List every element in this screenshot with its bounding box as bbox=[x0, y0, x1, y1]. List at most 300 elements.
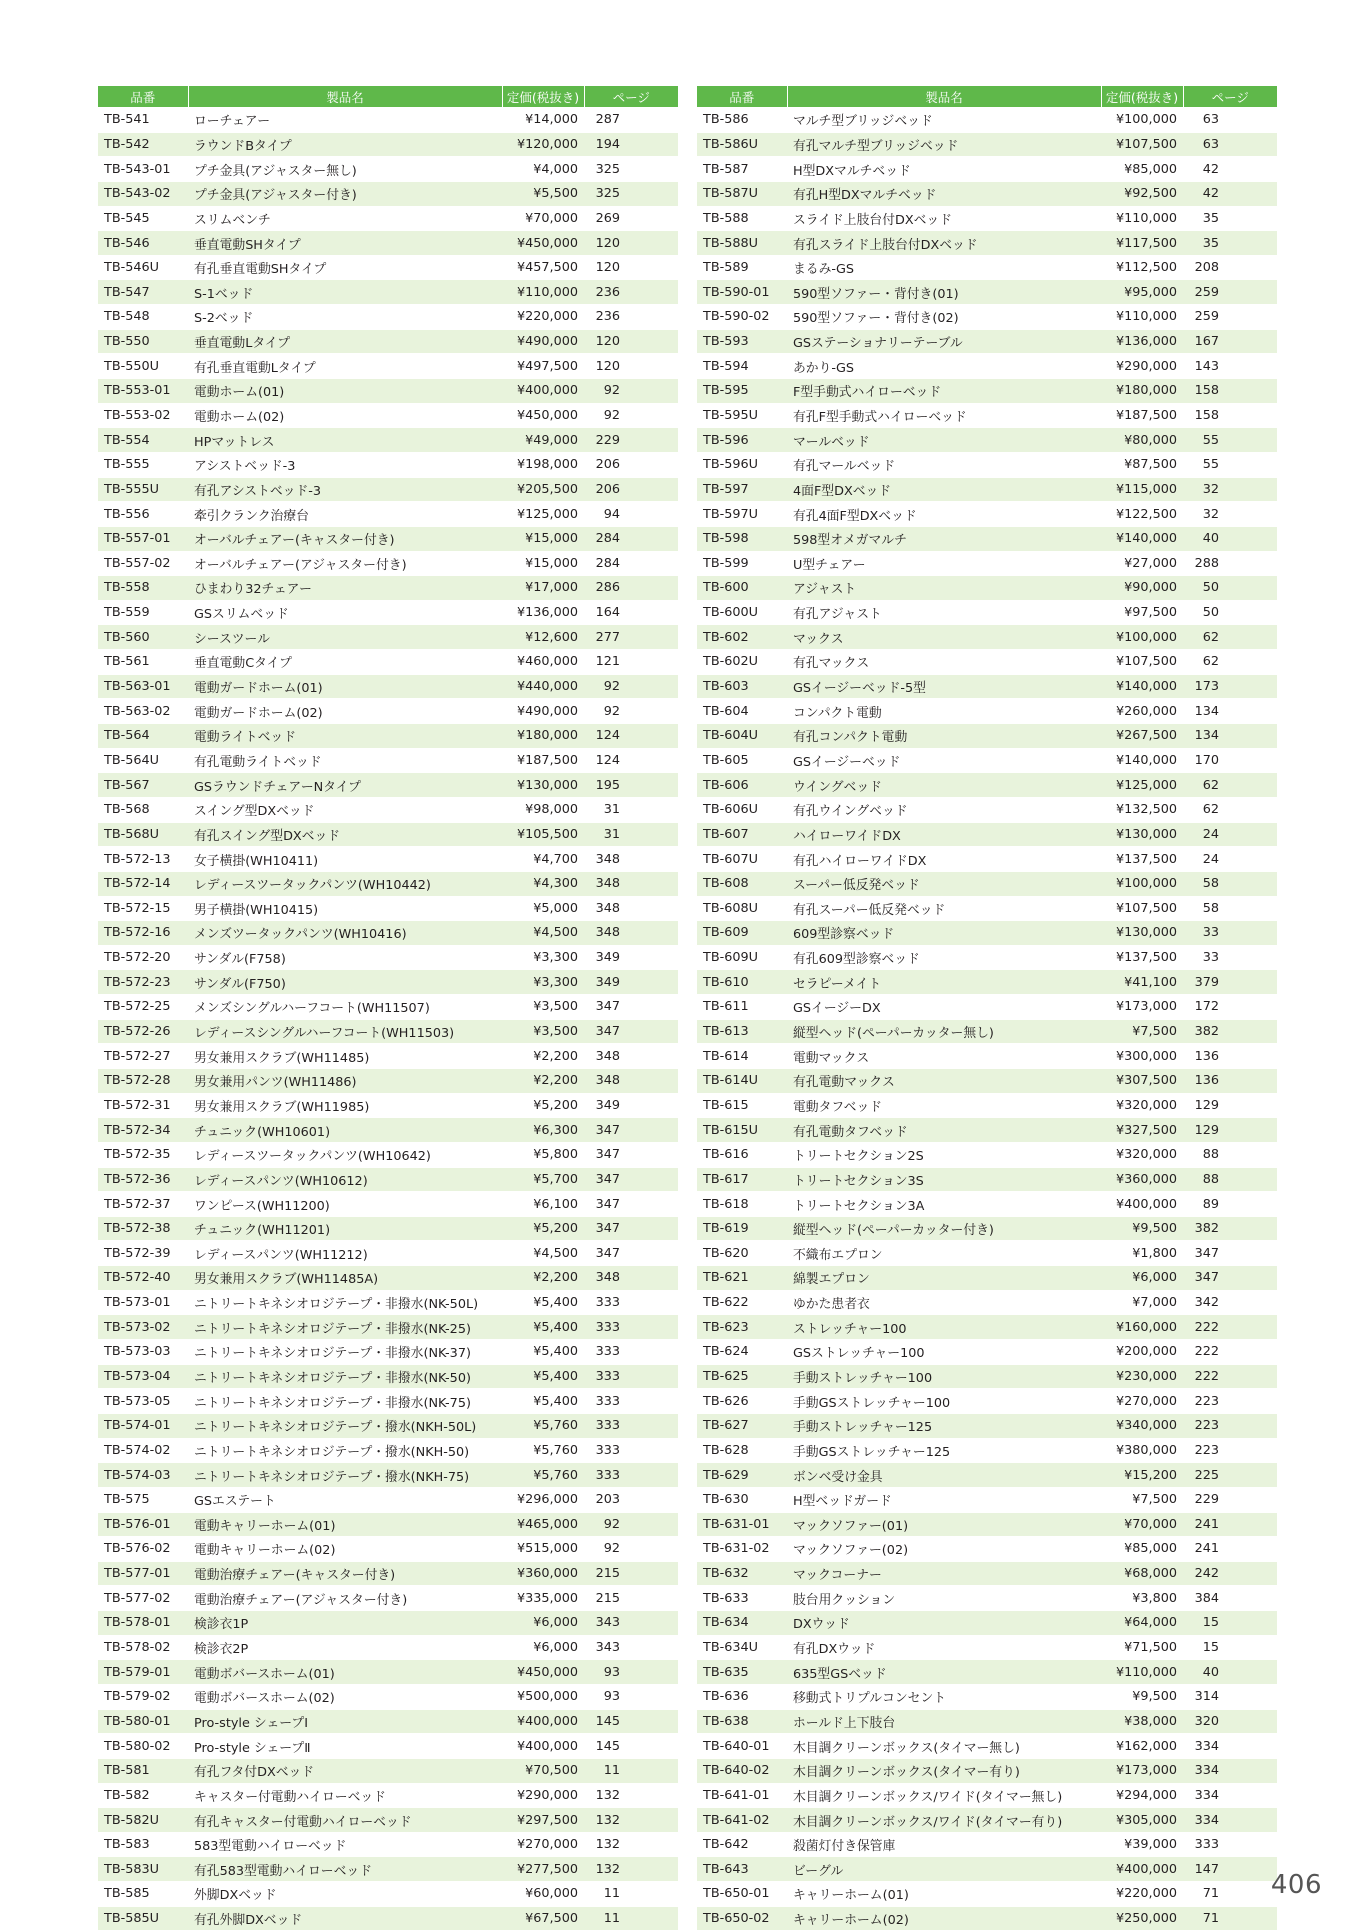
table-row bbox=[697, 1241, 1277, 1266]
table-row bbox=[697, 600, 1277, 625]
price-cell: ¥68,000 bbox=[1101, 1561, 1183, 1586]
code-cell: TB-541 bbox=[98, 108, 188, 133]
table-row bbox=[98, 724, 678, 749]
name-cell: 有孔スライド上肢台付DXベッド bbox=[787, 231, 1101, 256]
table-row bbox=[98, 674, 678, 699]
code-cell: TB-617 bbox=[697, 1167, 787, 1192]
price-cell: ¥294,000 bbox=[1101, 1783, 1183, 1808]
header-code: 品番 bbox=[697, 86, 787, 108]
code-cell: TB-635 bbox=[697, 1660, 787, 1685]
code-cell: TB-557-02 bbox=[98, 551, 188, 576]
table-row bbox=[98, 822, 678, 847]
price-cell: ¥122,500 bbox=[1101, 502, 1183, 527]
name-cell: 609型診察ベッド bbox=[787, 921, 1101, 946]
price-cell: ¥112,500 bbox=[1101, 255, 1183, 280]
code-cell: TB-589 bbox=[697, 255, 787, 280]
price-cell: ¥340,000 bbox=[1101, 1413, 1183, 1438]
name-cell: 有孔583型電動ハイローベッド bbox=[188, 1857, 502, 1882]
code-cell: TB-590-01 bbox=[697, 280, 787, 305]
price-cell: ¥180,000 bbox=[502, 724, 584, 749]
price-cell: ¥267,500 bbox=[1101, 724, 1183, 749]
code-cell: TB-609U bbox=[697, 945, 787, 970]
name-cell: 電動治療チェアー(アジャスター付き) bbox=[188, 1586, 502, 1611]
page-cell: 347 bbox=[1183, 1241, 1277, 1266]
page-cell: 129 bbox=[1183, 1118, 1277, 1143]
table-row bbox=[98, 1857, 678, 1882]
table-row bbox=[98, 526, 678, 551]
table-row bbox=[697, 1758, 1277, 1783]
page-cell: 347 bbox=[584, 995, 678, 1020]
table-row bbox=[697, 1192, 1277, 1217]
name-cell: GSイージーベッド-5型 bbox=[787, 674, 1101, 699]
name-cell: H型ベッドガード bbox=[787, 1487, 1101, 1512]
page-cell: 333 bbox=[584, 1340, 678, 1365]
price-cell: ¥5,800 bbox=[502, 1142, 584, 1167]
page-cell: 333 bbox=[584, 1389, 678, 1414]
price-cell: ¥98,000 bbox=[502, 797, 584, 822]
code-cell: TB-631-02 bbox=[697, 1537, 787, 1562]
page-cell: 167 bbox=[1183, 329, 1277, 354]
table-row bbox=[98, 231, 678, 256]
name-cell: ニトリートキネシオロジテープ・非撥水(NK-37) bbox=[188, 1340, 502, 1365]
price-cell: ¥12,600 bbox=[502, 625, 584, 650]
name-cell: 有孔スーパー低反発ベッド bbox=[787, 896, 1101, 921]
code-cell: TB-542 bbox=[98, 132, 188, 157]
page-cell: 62 bbox=[1183, 797, 1277, 822]
price-cell: ¥4,300 bbox=[502, 871, 584, 896]
name-cell: 牽引クランク治療台 bbox=[188, 502, 502, 527]
page-cell: 222 bbox=[1183, 1364, 1277, 1389]
page-cell: 333 bbox=[1183, 1832, 1277, 1857]
code-cell: TB-573-01 bbox=[98, 1290, 188, 1315]
page-cell: 259 bbox=[1183, 305, 1277, 330]
code-cell: TB-626 bbox=[697, 1389, 787, 1414]
name-cell: 垂直電動Lタイプ bbox=[188, 329, 502, 354]
code-cell: TB-627 bbox=[697, 1413, 787, 1438]
price-cell: ¥140,000 bbox=[1101, 748, 1183, 773]
name-cell: ローチェアー bbox=[188, 108, 502, 133]
page-cell: 348 bbox=[584, 847, 678, 872]
page-cell: 136 bbox=[1183, 1044, 1277, 1069]
code-cell: TB-588 bbox=[697, 206, 787, 231]
page-cell: 92 bbox=[584, 674, 678, 699]
name-cell: 手動ストレッチャー125 bbox=[787, 1413, 1101, 1438]
price-cell: ¥39,000 bbox=[1101, 1832, 1183, 1857]
page-cell: 173 bbox=[1183, 674, 1277, 699]
table-row bbox=[98, 428, 678, 453]
table-row bbox=[98, 1611, 678, 1636]
name-cell: レディースパンツ(WH11212) bbox=[188, 1241, 502, 1266]
table-row bbox=[98, 896, 678, 921]
page-cell: 88 bbox=[1183, 1142, 1277, 1167]
page-cell: 288 bbox=[1183, 551, 1277, 576]
code-cell: TB-640-02 bbox=[697, 1758, 787, 1783]
name-cell: 583型電動ハイローベッド bbox=[188, 1832, 502, 1857]
name-cell: GSスリムベッド bbox=[188, 600, 502, 625]
price-cell: ¥440,000 bbox=[502, 674, 584, 699]
page-cell: 259 bbox=[1183, 280, 1277, 305]
page-cell: 333 bbox=[584, 1364, 678, 1389]
table-row bbox=[697, 157, 1277, 182]
code-cell: TB-554 bbox=[98, 428, 188, 453]
page-cell: 132 bbox=[584, 1832, 678, 1857]
price-cell: ¥92,500 bbox=[1101, 181, 1183, 206]
price-cell: ¥71,500 bbox=[1101, 1635, 1183, 1660]
price-cell: ¥4,500 bbox=[502, 1241, 584, 1266]
table-row bbox=[98, 1019, 678, 1044]
name-cell: 有孔フタ付DXベッド bbox=[188, 1758, 502, 1783]
name-cell: 有孔電動マックス bbox=[787, 1068, 1101, 1093]
code-cell: TB-587U bbox=[697, 181, 787, 206]
name-cell: 電動ボバースホーム(01) bbox=[188, 1660, 502, 1685]
code-cell: TB-610 bbox=[697, 970, 787, 995]
name-cell: ウイングベッド bbox=[787, 773, 1101, 798]
code-cell: TB-564U bbox=[98, 748, 188, 773]
name-cell: 有孔ハイローワイドDX bbox=[787, 847, 1101, 872]
table-row bbox=[697, 280, 1277, 305]
page-cell: 92 bbox=[584, 1512, 678, 1537]
table-row bbox=[697, 1463, 1277, 1488]
table-row bbox=[697, 379, 1277, 404]
code-cell: TB-579-01 bbox=[98, 1660, 188, 1685]
table-row bbox=[98, 1586, 678, 1611]
code-cell: TB-595U bbox=[697, 403, 787, 428]
page-cell: 164 bbox=[584, 600, 678, 625]
page-cell: 195 bbox=[584, 773, 678, 798]
name-cell: 有孔アジャスト bbox=[787, 600, 1101, 625]
code-cell: TB-600 bbox=[697, 576, 787, 601]
code-cell: TB-593 bbox=[697, 329, 787, 354]
price-cell: ¥5,760 bbox=[502, 1438, 584, 1463]
page-cell: 334 bbox=[1183, 1758, 1277, 1783]
code-cell: TB-608 bbox=[697, 871, 787, 896]
page-cell: 347 bbox=[1183, 1266, 1277, 1291]
name-cell: GSストレッチャー100 bbox=[787, 1340, 1101, 1365]
code-cell: TB-568 bbox=[98, 797, 188, 822]
code-cell: TB-573-03 bbox=[98, 1340, 188, 1365]
price-cell: ¥110,000 bbox=[1101, 305, 1183, 330]
page-cell: 35 bbox=[1183, 231, 1277, 256]
code-cell: TB-606 bbox=[697, 773, 787, 798]
name-cell: プチ金具(アジャスター無し) bbox=[188, 157, 502, 182]
table-row bbox=[697, 181, 1277, 206]
table-row bbox=[697, 625, 1277, 650]
name-cell: 木目調クリーンボックス/ワイド(タイマー有り) bbox=[787, 1808, 1101, 1833]
code-cell: TB-583U bbox=[98, 1857, 188, 1882]
name-cell: H型DXマルチベッド bbox=[787, 157, 1101, 182]
price-cell: ¥5,000 bbox=[502, 896, 584, 921]
table-row bbox=[98, 871, 678, 896]
name-cell: F型手動式ハイローベッド bbox=[787, 379, 1101, 404]
name-cell: 縦型ヘッド(ペーパーカッター付き) bbox=[787, 1216, 1101, 1241]
code-cell: TB-615U bbox=[697, 1118, 787, 1143]
table-row bbox=[697, 1709, 1277, 1734]
table-row bbox=[697, 1413, 1277, 1438]
name-cell: GSステーショナリーテーブル bbox=[787, 329, 1101, 354]
code-cell: TB-604U bbox=[697, 724, 787, 749]
price-cell: ¥110,000 bbox=[1101, 206, 1183, 231]
price-cell: ¥120,000 bbox=[502, 132, 584, 157]
price-cell: ¥490,000 bbox=[502, 329, 584, 354]
price-cell: ¥137,500 bbox=[1101, 945, 1183, 970]
table-row bbox=[98, 600, 678, 625]
price-cell: ¥105,500 bbox=[502, 822, 584, 847]
table-row bbox=[697, 871, 1277, 896]
table-row bbox=[697, 724, 1277, 749]
page-cell: 333 bbox=[584, 1413, 678, 1438]
table-row bbox=[697, 1044, 1277, 1069]
code-cell: TB-596 bbox=[697, 428, 787, 453]
name-cell: HPマットレス bbox=[188, 428, 502, 453]
price-table-right bbox=[697, 86, 1277, 1930]
table-row bbox=[697, 1832, 1277, 1857]
price-cell: ¥160,000 bbox=[1101, 1315, 1183, 1340]
name-cell: ニトリートキネシオロジテープ・非撥水(NK-50L) bbox=[188, 1290, 502, 1315]
price-cell: ¥70,500 bbox=[502, 1758, 584, 1783]
code-cell: TB-555U bbox=[98, 477, 188, 502]
table-row bbox=[98, 1413, 678, 1438]
price-cell: ¥6,000 bbox=[502, 1611, 584, 1636]
name-cell: キャリーホーム(02) bbox=[787, 1906, 1101, 1930]
code-cell: TB-605 bbox=[697, 748, 787, 773]
name-cell: 男子横掛(WH10415) bbox=[188, 896, 502, 921]
name-cell: 検診衣1P bbox=[188, 1611, 502, 1636]
code-cell: TB-597U bbox=[697, 502, 787, 527]
name-cell: 男女兼用スクラブ(WH11485A) bbox=[188, 1266, 502, 1291]
price-cell: ¥307,500 bbox=[1101, 1068, 1183, 1093]
price-cell: ¥490,000 bbox=[502, 699, 584, 724]
code-cell: TB-616 bbox=[697, 1142, 787, 1167]
name-cell: セラピーメイト bbox=[787, 970, 1101, 995]
code-cell: TB-590-02 bbox=[697, 305, 787, 330]
price-cell: ¥360,000 bbox=[1101, 1167, 1183, 1192]
name-cell: メンズシングルハーフコート(WH11507) bbox=[188, 995, 502, 1020]
table-row bbox=[697, 1340, 1277, 1365]
price-cell: ¥335,000 bbox=[502, 1586, 584, 1611]
page-cell: 223 bbox=[1183, 1389, 1277, 1414]
page-cell: 24 bbox=[1183, 847, 1277, 872]
price-cell: ¥125,000 bbox=[502, 502, 584, 527]
table-row bbox=[98, 970, 678, 995]
page-cell: 287 bbox=[584, 108, 678, 133]
page-cell: 55 bbox=[1183, 452, 1277, 477]
table-row bbox=[98, 502, 678, 527]
page-cell: 225 bbox=[1183, 1463, 1277, 1488]
page-cell: 348 bbox=[584, 1044, 678, 1069]
name-cell: 移動式トリプルコンセント bbox=[787, 1685, 1101, 1710]
price-cell: ¥140,000 bbox=[1101, 674, 1183, 699]
name-cell: アジャスト bbox=[787, 576, 1101, 601]
page-cell: 143 bbox=[1183, 354, 1277, 379]
price-cell: ¥27,000 bbox=[1101, 551, 1183, 576]
price-cell: ¥6,000 bbox=[1101, 1266, 1183, 1291]
page-cell: 170 bbox=[1183, 748, 1277, 773]
price-cell: ¥400,000 bbox=[502, 1709, 584, 1734]
table-row bbox=[98, 1340, 678, 1365]
page-cell: 379 bbox=[1183, 970, 1277, 995]
code-cell: TB-547 bbox=[98, 280, 188, 305]
table-row bbox=[98, 1709, 678, 1734]
page-cell: 42 bbox=[1183, 157, 1277, 182]
price-table-left bbox=[98, 86, 678, 1930]
table-row bbox=[697, 1389, 1277, 1414]
code-cell: TB-572-36 bbox=[98, 1167, 188, 1192]
table-row bbox=[697, 1068, 1277, 1093]
price-cell: ¥140,000 bbox=[1101, 526, 1183, 551]
page-cell: 71 bbox=[1183, 1906, 1277, 1930]
price-cell: ¥130,000 bbox=[1101, 822, 1183, 847]
page-cell: 206 bbox=[584, 452, 678, 477]
name-cell: トリートセクション2S bbox=[787, 1142, 1101, 1167]
name-cell: 635型GSベッド bbox=[787, 1660, 1101, 1685]
name-cell: 590型ソファー・背付き(01) bbox=[787, 280, 1101, 305]
code-cell: TB-608U bbox=[697, 896, 787, 921]
price-cell: ¥125,000 bbox=[1101, 773, 1183, 798]
code-cell: TB-623 bbox=[697, 1315, 787, 1340]
code-cell: TB-607U bbox=[697, 847, 787, 872]
page-cell: 92 bbox=[584, 379, 678, 404]
name-cell: コンパクト電動 bbox=[787, 699, 1101, 724]
price-cell: ¥187,500 bbox=[502, 748, 584, 773]
code-cell: TB-561 bbox=[98, 650, 188, 675]
price-cell: ¥5,200 bbox=[502, 1093, 584, 1118]
price-cell: ¥360,000 bbox=[502, 1561, 584, 1586]
price-cell: ¥97,500 bbox=[1101, 600, 1183, 625]
name-cell: GSラウンドチェアーNタイプ bbox=[188, 773, 502, 798]
code-cell: TB-615 bbox=[697, 1093, 787, 1118]
name-cell: 有孔マールベッド bbox=[787, 452, 1101, 477]
table-row bbox=[98, 1487, 678, 1512]
price-cell: ¥85,000 bbox=[1101, 157, 1183, 182]
page-cell: 134 bbox=[1183, 699, 1277, 724]
name-cell: 電動ホーム(01) bbox=[188, 379, 502, 404]
page-cell: 129 bbox=[1183, 1093, 1277, 1118]
page-cell: 120 bbox=[584, 329, 678, 354]
table-row bbox=[697, 1734, 1277, 1759]
table-row bbox=[697, 748, 1277, 773]
table-row bbox=[697, 551, 1277, 576]
price-cell: ¥5,700 bbox=[502, 1167, 584, 1192]
code-cell: TB-611 bbox=[697, 995, 787, 1020]
code-cell: TB-572-37 bbox=[98, 1192, 188, 1217]
table-row bbox=[98, 1044, 678, 1069]
price-cell: ¥110,000 bbox=[1101, 1660, 1183, 1685]
table-row bbox=[697, 231, 1277, 256]
table-row bbox=[697, 650, 1277, 675]
price-cell: ¥400,000 bbox=[502, 1734, 584, 1759]
page-cell: 136 bbox=[1183, 1068, 1277, 1093]
name-cell: 有孔アシストベッド-3 bbox=[188, 477, 502, 502]
table-row bbox=[98, 1167, 678, 1192]
code-cell: TB-553-02 bbox=[98, 403, 188, 428]
price-cell: ¥15,200 bbox=[1101, 1463, 1183, 1488]
name-cell: 垂直電動Cタイプ bbox=[188, 650, 502, 675]
page-cell: 40 bbox=[1183, 1660, 1277, 1685]
name-cell: トリートセクション3S bbox=[787, 1167, 1101, 1192]
price-cell: ¥80,000 bbox=[1101, 428, 1183, 453]
table-row bbox=[697, 206, 1277, 231]
code-cell: TB-572-20 bbox=[98, 945, 188, 970]
code-cell: TB-548 bbox=[98, 305, 188, 330]
price-cell: ¥460,000 bbox=[502, 650, 584, 675]
page-cell: 89 bbox=[1183, 1192, 1277, 1217]
code-cell: TB-641-02 bbox=[697, 1808, 787, 1833]
price-cell: ¥320,000 bbox=[1101, 1093, 1183, 1118]
table-row bbox=[697, 1635, 1277, 1660]
price-cell: ¥115,000 bbox=[1101, 477, 1183, 502]
price-cell: ¥305,000 bbox=[1101, 1808, 1183, 1833]
table-row bbox=[697, 354, 1277, 379]
name-cell: 有孔スイング型DXベッド bbox=[188, 822, 502, 847]
table-row bbox=[98, 773, 678, 798]
name-cell: 4面F型DXベッド bbox=[787, 477, 1101, 502]
name-cell: 綿製エプロン bbox=[787, 1266, 1101, 1291]
price-cell: ¥117,500 bbox=[1101, 231, 1183, 256]
page-cell: 382 bbox=[1183, 1019, 1277, 1044]
code-cell: TB-586U bbox=[697, 132, 787, 157]
name-cell: 電動ガードホーム(02) bbox=[188, 699, 502, 724]
name-cell: ゆかた患者衣 bbox=[787, 1290, 1101, 1315]
code-cell: TB-572-16 bbox=[98, 921, 188, 946]
table-row bbox=[697, 1586, 1277, 1611]
code-cell: TB-543-02 bbox=[98, 181, 188, 206]
page-cell: 349 bbox=[584, 945, 678, 970]
page-cell: 229 bbox=[1183, 1487, 1277, 1512]
page-cell: 11 bbox=[584, 1758, 678, 1783]
price-cell: ¥130,000 bbox=[1101, 921, 1183, 946]
price-cell: ¥70,000 bbox=[502, 206, 584, 231]
table-row bbox=[98, 1438, 678, 1463]
price-cell: ¥3,800 bbox=[1101, 1586, 1183, 1611]
code-cell: TB-620 bbox=[697, 1241, 787, 1266]
table-row bbox=[697, 1315, 1277, 1340]
table-row bbox=[697, 255, 1277, 280]
page-cell: 11 bbox=[584, 1882, 678, 1907]
name-cell: チュニック(WH10601) bbox=[188, 1118, 502, 1143]
page-cell: 33 bbox=[1183, 921, 1277, 946]
table-row bbox=[697, 1290, 1277, 1315]
page-cell: 236 bbox=[584, 305, 678, 330]
table-row bbox=[98, 1561, 678, 1586]
price-cell: ¥4,000 bbox=[502, 157, 584, 182]
name-cell: ニトリートキネシオロジテープ・非撥水(NK-50) bbox=[188, 1364, 502, 1389]
name-cell: ニトリートキネシオロジテープ・非撥水(NK-75) bbox=[188, 1389, 502, 1414]
page-cell: 277 bbox=[584, 625, 678, 650]
code-cell: TB-599 bbox=[697, 551, 787, 576]
price-cell: ¥450,000 bbox=[502, 403, 584, 428]
price-cell: ¥5,400 bbox=[502, 1340, 584, 1365]
code-cell: TB-572-27 bbox=[98, 1044, 188, 1069]
name-cell: 有孔コンパクト電動 bbox=[787, 724, 1101, 749]
page-cell: 71 bbox=[1183, 1882, 1277, 1907]
price-cell: ¥17,000 bbox=[502, 576, 584, 601]
table-row bbox=[98, 1093, 678, 1118]
name-cell: 手動GSストレッチャー125 bbox=[787, 1438, 1101, 1463]
table-row bbox=[697, 1611, 1277, 1636]
price-cell: ¥450,000 bbox=[502, 1660, 584, 1685]
name-cell: 有孔電動タフベッド bbox=[787, 1118, 1101, 1143]
code-cell: TB-650-01 bbox=[697, 1882, 787, 1907]
name-cell: 電動ボバースホーム(02) bbox=[188, 1685, 502, 1710]
price-cell: ¥162,000 bbox=[1101, 1734, 1183, 1759]
code-cell: TB-572-34 bbox=[98, 1118, 188, 1143]
name-cell: ニトリートキネシオロジテープ・非撥水(NK-25) bbox=[188, 1315, 502, 1340]
page-cell: 15 bbox=[1183, 1611, 1277, 1636]
price-cell: ¥107,500 bbox=[1101, 896, 1183, 921]
page-cell: 62 bbox=[1183, 650, 1277, 675]
page-cell: 15 bbox=[1183, 1635, 1277, 1660]
name-cell: 有孔H型DXマルチベッド bbox=[787, 181, 1101, 206]
